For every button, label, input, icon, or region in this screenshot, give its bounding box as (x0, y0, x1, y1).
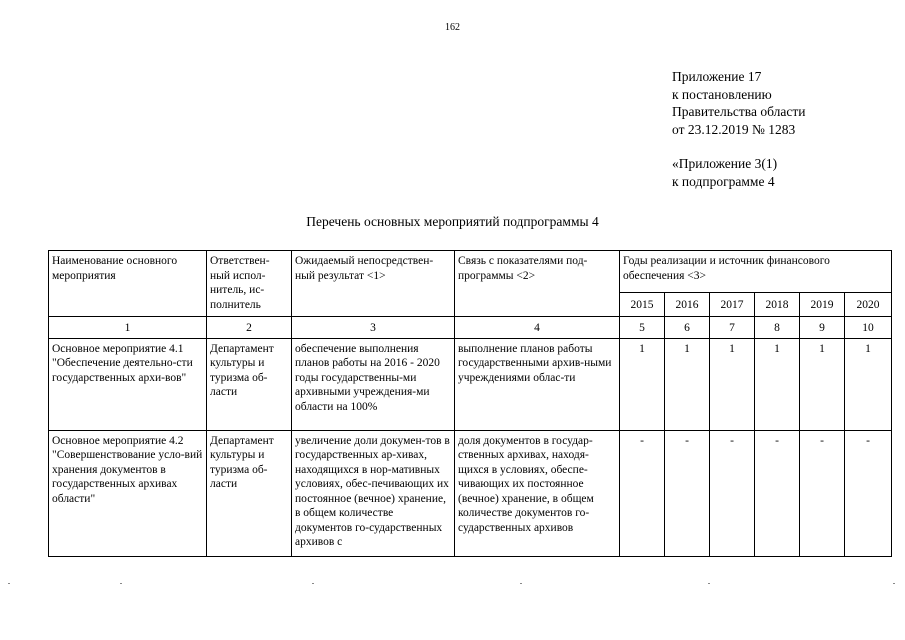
appendix-line: к подпрограмме 4 (672, 173, 775, 189)
column-number: 4 (455, 317, 620, 339)
activity-link: доля документов в государ-ственных архивах, находя-щихся в условиях, обеспе-чивающих их постоянное (вечное) хранение, в общем количестве документов го-сударственных архивов (455, 430, 620, 556)
column-number: 8 (755, 317, 800, 339)
activity-link: выполнение планов работы государственными архив-ными учреждениями облас-ти (455, 338, 620, 430)
column-number: 3 (292, 317, 455, 339)
scan-artifact-dots (0, 583, 905, 584)
column-number: 9 (800, 317, 845, 339)
header-result: Ожидаемый непосредствен-ный результат <1> (292, 251, 455, 317)
appendix-line: от 23.12.2019 № 1283 (672, 121, 796, 137)
year-value: - (845, 430, 892, 556)
year-cell: 2016 (665, 293, 710, 317)
appendix-block (672, 68, 805, 190)
page-number: 162 (445, 22, 460, 33)
year-value: - (710, 430, 755, 556)
year-value: 1 (755, 338, 800, 430)
column-number: 7 (710, 317, 755, 339)
appendix-line: Приложение 17 (672, 69, 762, 84)
column-number: 1 (49, 317, 207, 339)
year-value: - (800, 430, 845, 556)
activity-name: Основное мероприятие 4.1 "Обеспечение деятельно-сти государственных архи-вов" (49, 338, 207, 430)
year-cell: 2018 (755, 293, 800, 317)
appendix-line: Правительства области (672, 104, 806, 119)
activity-executor: Департамент культуры и туризма об-ласти (207, 430, 292, 556)
table-header-row (49, 251, 892, 293)
column-number: 10 (845, 317, 892, 339)
year-value: - (620, 430, 665, 556)
header-years: Годы реализации и источник финансового обеспечения <3> (620, 251, 892, 293)
year-value: 1 (620, 338, 665, 430)
activity-result: обеспечение выполнения планов работы на 2016 - 2020 годы государственны-ми архивными учреждения-ми области на 100% (292, 338, 455, 430)
year-value: 1 (665, 338, 710, 430)
year-value: - (665, 430, 710, 556)
activity-executor: Департамент культуры и туризма об-ласти (207, 338, 292, 430)
year-value: 1 (800, 338, 845, 430)
year-cell: 2015 (620, 293, 665, 317)
table-row (49, 430, 892, 556)
document-title: Перечень основных мероприятий подпрограммы 4 (306, 214, 599, 229)
activity-result: увеличение доли докумен-тов в государственных ар-хивах, находящихся в нор-мативных условиях, обес-печивающих их постоянное (вечное) хранение, в общем количестве документов го-сударственных архивов с (292, 430, 455, 556)
column-numbers-row (49, 317, 892, 339)
year-cell: 2017 (710, 293, 755, 317)
year-cell: 2019 (800, 293, 845, 317)
header-executor: Ответствен-ный испол-нитель, ис-полнитель (207, 251, 292, 317)
activities-table (48, 250, 892, 557)
year-value: 1 (710, 338, 755, 430)
column-number: 6 (665, 317, 710, 339)
column-number: 2 (207, 317, 292, 339)
table-row (49, 338, 892, 430)
appendix-line: «Приложение 3(1) (672, 156, 778, 171)
activity-name: Основное мероприятие 4.2 "Совершенствование усло-вий хранения документов в государственных архивах области" (49, 430, 207, 556)
year-cell: 2020 (845, 293, 892, 317)
header-link: Связь с показателями под-программы <2> (455, 251, 620, 317)
header-name: Наименование основного мероприятия (49, 251, 207, 317)
appendix-line: к постановлению (672, 86, 772, 102)
year-value: - (755, 430, 800, 556)
year-value: 1 (845, 338, 892, 430)
column-number: 5 (620, 317, 665, 339)
